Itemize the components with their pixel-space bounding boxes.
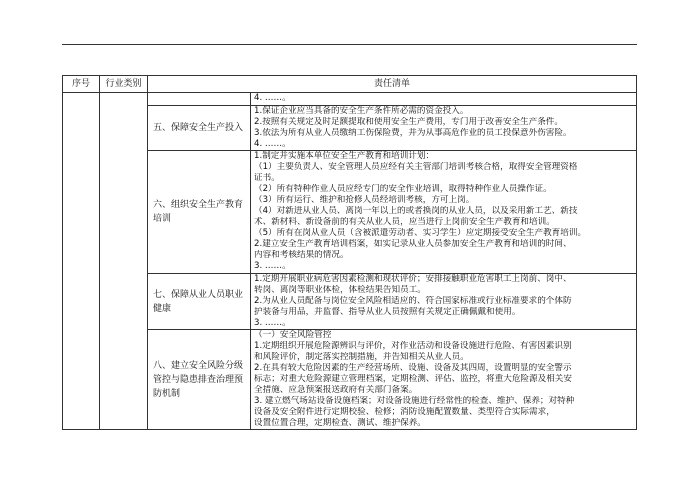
list-cell-0 xyxy=(251,93,637,106)
list-item: 全措施、应急预案报送政府有关部门备案。 xyxy=(254,385,418,395)
list-item: 1.定期组织开展危险源辨识与评价，对作业活动和设备设施进行危险、有害因素识别 xyxy=(254,341,572,351)
list-cell-2 xyxy=(251,151,637,274)
category-cell: 五、保障安全生产投入 xyxy=(148,106,251,151)
list-item: 3. ……。 xyxy=(254,261,291,271)
list-item: （1）主要负责人、安全管理人员应经有关主管部门培训考核合格，取得安全管理资格 xyxy=(254,162,578,172)
list-item: 2.建立安全生产教育培训档案，如实记录从业人员参加安全生产教育和培训的时间、 xyxy=(254,239,572,249)
list-item: 2.在具有较大危险因素的生产经营场所、设施、设备及其四周，设置明显的安全警示 xyxy=(254,363,572,373)
list-cell-3 xyxy=(251,274,637,330)
table-row xyxy=(63,330,637,430)
header-industry: 行业类别 xyxy=(100,76,148,93)
header-no: 序号 xyxy=(63,76,100,93)
list-item: 2.为从业人员配备与岗位安全风险相适应的、符合国家标准或行业标准要求的个体防 xyxy=(254,296,572,306)
list-item: 护装备与用品，并监督、指导从业人员按照有关规定正确佩戴和使用。 xyxy=(254,307,521,317)
list-cell-1 xyxy=(251,106,637,151)
list-item: 术、新材料、新设备前的有关从业人员，应当进行上岗前安全生产教育和培训。 xyxy=(254,217,555,227)
list-item: 3. 建立燃气场站设备设施档案；对设备设施进行经常性的检查、维护、保养；对特种 xyxy=(254,396,575,406)
list-item: 设置位置合理，定期检查、测试、维护保养。 xyxy=(254,418,426,428)
category-cell: 六、组织安全生产教育培训 xyxy=(148,151,251,274)
table-row xyxy=(63,106,637,151)
table-header-row xyxy=(63,76,637,93)
list-item: （2）所有特种作业人员应经专门的安全作业培训，取得特种作业人员操作证。 xyxy=(254,184,552,194)
category-cell: 七、保障从业人员职业健康 xyxy=(148,274,251,330)
list-item: 和风险评价，制定落实控制措施，并告知相关从业人员。 xyxy=(254,352,469,362)
header-rule xyxy=(62,44,637,45)
list-item: 1.制定并实施本单位安全生产教育和培训计划： xyxy=(254,151,435,161)
list-item: 证书。 xyxy=(254,173,280,183)
list-item: （3）所有运行、维护和抢修人员经培训考核，方可上岗。 xyxy=(254,195,475,205)
list-item: 1.保证企业应当具备的安全生产条件所必需的资金投入。 xyxy=(254,106,469,116)
list-item: 内容和考核结果的情况。 xyxy=(254,250,349,260)
industry-cell xyxy=(100,93,148,430)
list-item: 1.定期开展职业病危害因素检测和现状评价；安排接触职业危害职工上岗前、岗中、 xyxy=(254,274,572,284)
category-cell: 八、建立安全风险分级管控与隐患排查治理预防机制 xyxy=(148,330,251,430)
list-item: 3.依法为所有从业人员缴纳工伤保险费，并为从事高危作业的员工投保意外伤害险。 xyxy=(254,128,572,138)
list-item: （4）对新进从业人员、离岗一年以上的或者换岗的从业人员，以及采用新工艺、新技 xyxy=(254,206,578,216)
list-item: 2.按照有关规定及时足额提取和使用安全生产费用，专门用于改善安全生产条件。 xyxy=(254,117,563,127)
list-item: 转岗、离岗等职业体检，体检结果告知员工。 xyxy=(254,285,426,295)
list-item: 标志；对重大危险源建立管理档案，定期检测、评估、监控，将重大危险源及相关安 xyxy=(254,374,572,384)
list-item: 4. ……。 xyxy=(254,93,291,103)
list-item: 设备及安全附件进行定期校验、检修；消防设施配置数量、类型符合实际需求， xyxy=(254,407,555,417)
table-row xyxy=(63,274,637,330)
table-row xyxy=(63,93,637,106)
list-cell-4 xyxy=(251,330,637,430)
list-item: （一）安全风险管控 xyxy=(254,330,332,340)
table-row xyxy=(63,151,637,274)
seq-cell xyxy=(63,93,100,430)
list-item: 3. ……。 xyxy=(254,318,291,328)
header-responsibility: 责任清单 xyxy=(148,76,637,93)
list-item: （5）所有在岗从业人员（含被派遣劳动者、实习学生）应定期接受安全生产教育培训。 xyxy=(254,228,587,238)
category-cell xyxy=(148,93,251,106)
responsibility-table xyxy=(62,75,637,430)
list-item: 4. ……。 xyxy=(254,139,291,149)
